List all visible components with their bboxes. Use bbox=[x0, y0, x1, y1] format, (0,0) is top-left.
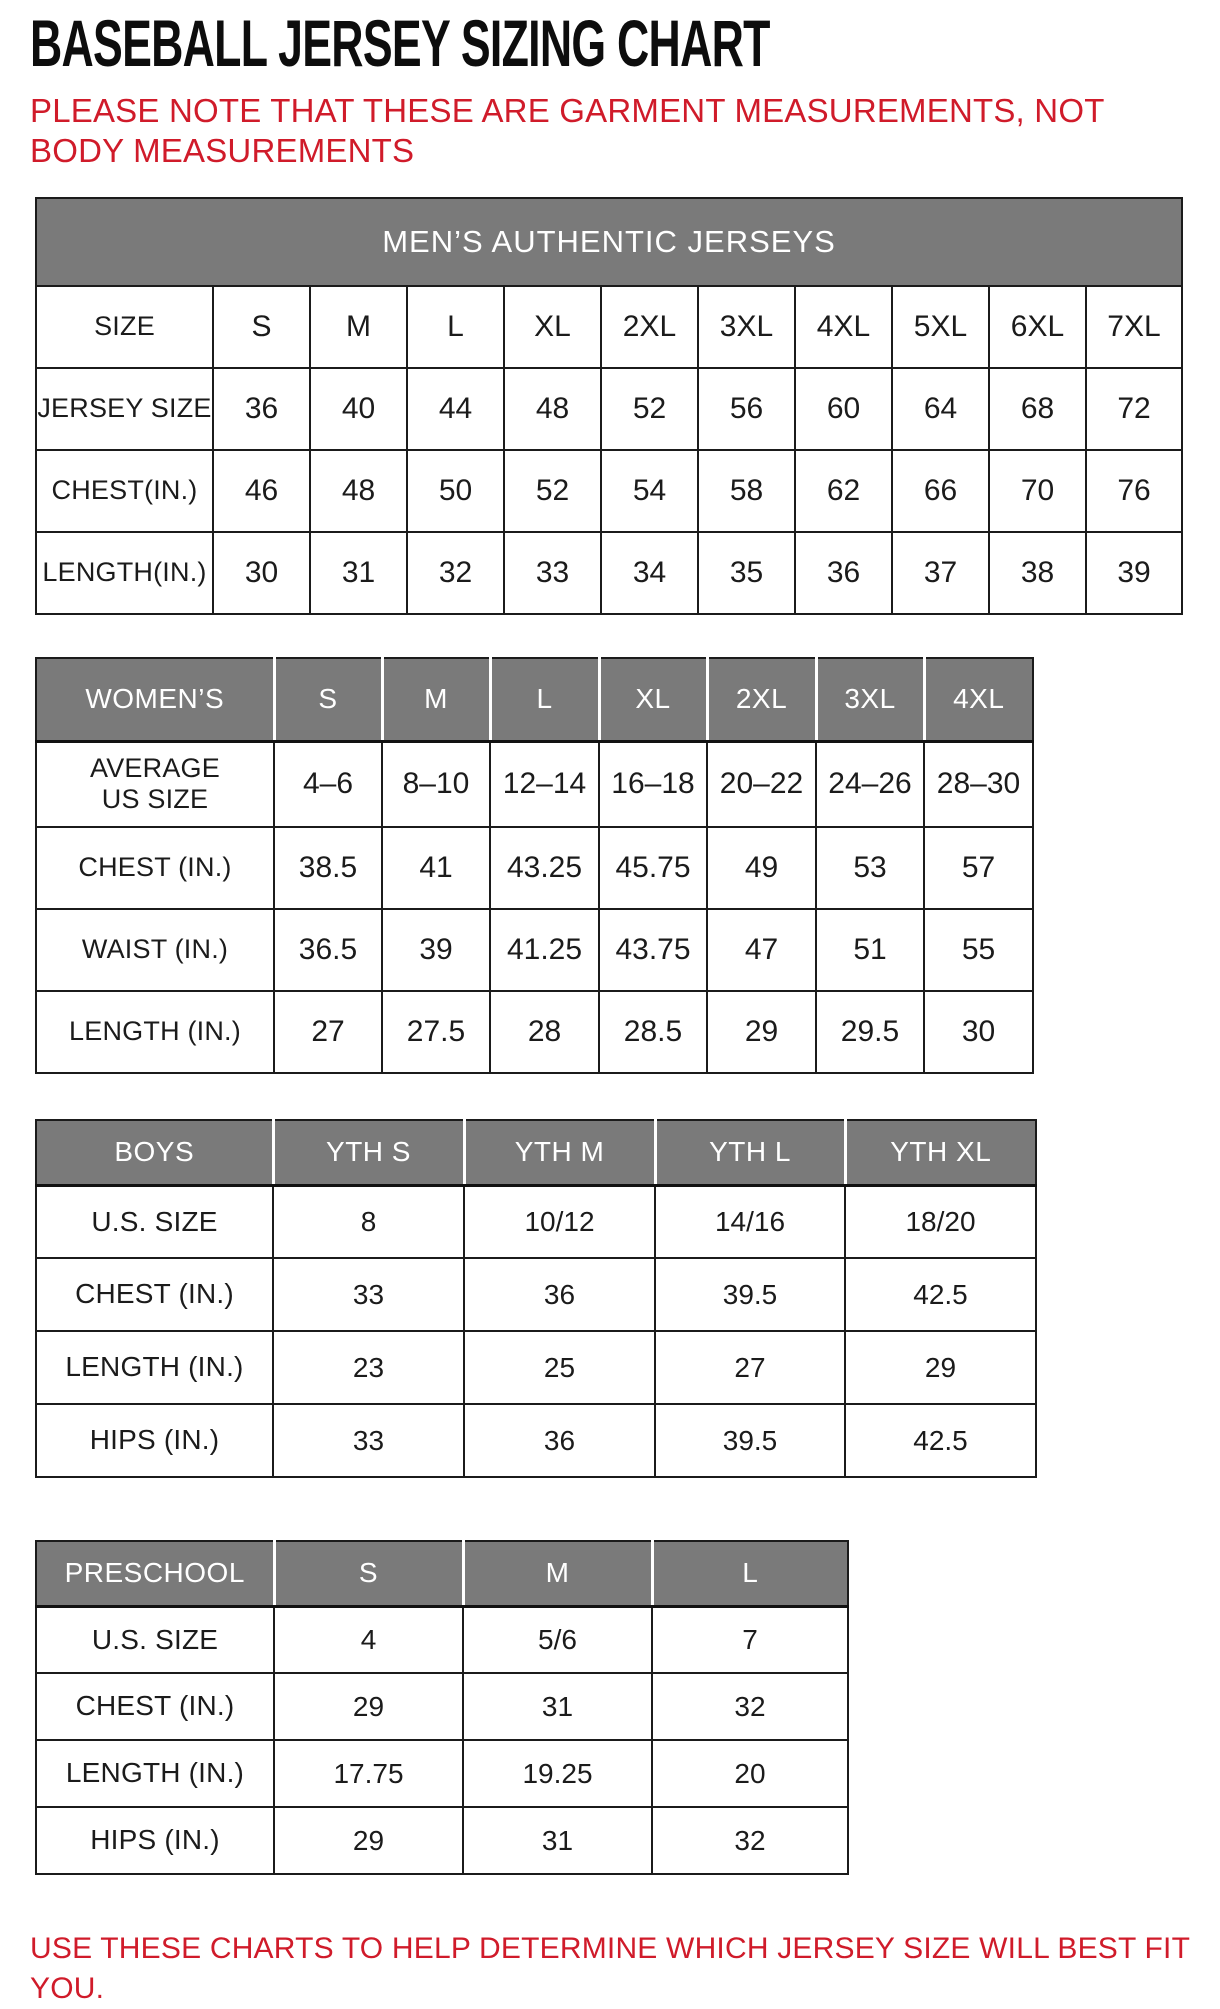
boys-cell: 42.5 bbox=[845, 1258, 1036, 1331]
mens-cell: 50 bbox=[407, 450, 504, 532]
womens-header-size: 4XL bbox=[924, 658, 1033, 741]
preschool-row-label: LENGTH (IN.) bbox=[36, 1740, 274, 1807]
womens-cell: 28.5 bbox=[599, 991, 707, 1073]
womens-cell: 53 bbox=[816, 827, 924, 909]
womens-cell: 29.5 bbox=[816, 991, 924, 1073]
mens-row-label: JERSEY SIZE bbox=[36, 368, 213, 450]
mens-cell: 64 bbox=[892, 368, 989, 450]
preschool-header-size: M bbox=[463, 1541, 652, 1606]
preschool-row-label: CHEST (IN.) bbox=[36, 1673, 274, 1740]
boys-cell: 29 bbox=[845, 1331, 1036, 1404]
mens-cell: 4XL bbox=[795, 286, 892, 368]
mens-cell: 58 bbox=[698, 450, 795, 532]
womens-header-size: M bbox=[382, 658, 490, 741]
mens-cell: 66 bbox=[892, 450, 989, 532]
mens-cell: 5XL bbox=[892, 286, 989, 368]
womens-row-label: LENGTH (IN.) bbox=[36, 991, 274, 1073]
womens-cell: 51 bbox=[816, 909, 924, 991]
mens-row-label: LENGTH(IN.) bbox=[36, 532, 213, 614]
mens-cell: 70 bbox=[989, 450, 1086, 532]
womens-cell: 24–26 bbox=[816, 741, 924, 827]
womens-cell: 47 bbox=[707, 909, 816, 991]
boys-row-label: LENGTH (IN.) bbox=[36, 1331, 273, 1404]
preschool-cell: 5/6 bbox=[463, 1606, 652, 1673]
mens-cell: 37 bbox=[892, 532, 989, 614]
mens-cell: 6XL bbox=[989, 286, 1086, 368]
boys-header-size: YTH M bbox=[464, 1120, 655, 1185]
womens-row-label: WAIST (IN.) bbox=[36, 909, 274, 991]
preschool-cell: 17.75 bbox=[274, 1740, 463, 1807]
mens-cell: 54 bbox=[601, 450, 698, 532]
preschool-cell: 20 bbox=[652, 1740, 848, 1807]
boys-cell: 33 bbox=[273, 1404, 464, 1477]
mens-cell: 3XL bbox=[698, 286, 795, 368]
mens-cell: 7XL bbox=[1086, 286, 1182, 368]
womens-cell: 27 bbox=[274, 991, 382, 1073]
mens-table bbox=[35, 197, 1183, 615]
womens-cell: 38.5 bbox=[274, 827, 382, 909]
boys-cell: 10/12 bbox=[464, 1185, 655, 1258]
mens-cell: 48 bbox=[310, 450, 407, 532]
boys-cell: 36 bbox=[464, 1404, 655, 1477]
womens-header-size: L bbox=[490, 658, 599, 741]
womens-cell: 57 bbox=[924, 827, 1033, 909]
mens-banner-header: MEN’S AUTHENTIC JERSEYS bbox=[36, 198, 1182, 286]
mens-cell: 48 bbox=[504, 368, 601, 450]
womens-row-label: CHEST (IN.) bbox=[36, 827, 274, 909]
preschool-cell: 32 bbox=[652, 1673, 848, 1740]
preschool-row-label: HIPS (IN.) bbox=[36, 1807, 274, 1874]
boys-table bbox=[35, 1119, 1037, 1478]
preschool-cell: 29 bbox=[274, 1807, 463, 1874]
womens-table bbox=[35, 657, 1034, 1074]
mens-cell: 32 bbox=[407, 532, 504, 614]
womens-cell: 49 bbox=[707, 827, 816, 909]
boys-cell: 14/16 bbox=[655, 1185, 845, 1258]
mens-cell: 39 bbox=[1086, 532, 1182, 614]
mens-cell: M bbox=[310, 286, 407, 368]
mens-cell: 56 bbox=[698, 368, 795, 450]
mens-cell: 72 bbox=[1086, 368, 1182, 450]
note-text: PLEASE NOTE THAT THESE ARE GARMENT MEASUREMENTS, NOT BODY MEASUREMENTS bbox=[30, 92, 1104, 169]
mens-cell: 44 bbox=[407, 368, 504, 450]
boys-row-label: HIPS (IN.) bbox=[36, 1404, 273, 1477]
boys-header-size: YTH L bbox=[655, 1120, 845, 1185]
preschool-table bbox=[35, 1540, 849, 1875]
womens-cell: 12–14 bbox=[490, 741, 599, 827]
mens-cell: 2XL bbox=[601, 286, 698, 368]
mens-cell: 68 bbox=[989, 368, 1086, 450]
mens-cell: 40 bbox=[310, 368, 407, 450]
mens-cell: 34 bbox=[601, 532, 698, 614]
boys-cell: 18/20 bbox=[845, 1185, 1036, 1258]
boys-cell: 25 bbox=[464, 1331, 655, 1404]
womens-cell: 36.5 bbox=[274, 909, 382, 991]
womens-header-size: S bbox=[274, 658, 382, 741]
mens-cell: 33 bbox=[504, 532, 601, 614]
womens-cell: 45.75 bbox=[599, 827, 707, 909]
womens-cell: 55 bbox=[924, 909, 1033, 991]
mens-cell: 76 bbox=[1086, 450, 1182, 532]
womens-cell: 28–30 bbox=[924, 741, 1033, 827]
mens-cell: L bbox=[407, 286, 504, 368]
womens-header-size: 3XL bbox=[816, 658, 924, 741]
womens-cell: 41.25 bbox=[490, 909, 599, 991]
boys-row-label: U.S. SIZE bbox=[36, 1185, 273, 1258]
womens-cell: 28 bbox=[490, 991, 599, 1073]
womens-cell: 27.5 bbox=[382, 991, 490, 1073]
mens-cell: 52 bbox=[601, 368, 698, 450]
womens-header-label: WOMEN’S bbox=[36, 658, 274, 741]
preschool-header-size: L bbox=[652, 1541, 848, 1606]
preschool-cell: 29 bbox=[274, 1673, 463, 1740]
womens-cell: 43.75 bbox=[599, 909, 707, 991]
mens-cell: 36 bbox=[213, 368, 310, 450]
boys-cell: 27 bbox=[655, 1331, 845, 1404]
womens-cell: 43.25 bbox=[490, 827, 599, 909]
footer-text: USE THESE CHARTS TO HELP DETERMINE WHICH JERSEY SIZE WILL BEST FIT YOU. bbox=[30, 1932, 1190, 2005]
mens-cell: 62 bbox=[795, 450, 892, 532]
page-title-text: BASEBALL JERSEY SIZING CHART bbox=[30, 7, 770, 82]
mens-cell: 60 bbox=[795, 368, 892, 450]
womens-cell: 29 bbox=[707, 991, 816, 1073]
mens-cell: 52 bbox=[504, 450, 601, 532]
boys-row-label: CHEST (IN.) bbox=[36, 1258, 273, 1331]
preschool-cell: 4 bbox=[274, 1606, 463, 1673]
preschool-cell: 31 bbox=[463, 1673, 652, 1740]
page-title bbox=[30, 7, 1220, 82]
womens-cell: 20–22 bbox=[707, 741, 816, 827]
boys-header-size: YTH S bbox=[273, 1120, 464, 1185]
mens-cell: 31 bbox=[310, 532, 407, 614]
womens-cell: 41 bbox=[382, 827, 490, 909]
mens-cell: 35 bbox=[698, 532, 795, 614]
mens-cell: 38 bbox=[989, 532, 1086, 614]
womens-cell: 39 bbox=[382, 909, 490, 991]
boys-cell: 39.5 bbox=[655, 1258, 845, 1331]
preschool-cell: 19.25 bbox=[463, 1740, 652, 1807]
mens-cell: S bbox=[213, 286, 310, 368]
womens-header-size: XL bbox=[599, 658, 707, 741]
mens-row-label: CHEST(IN.) bbox=[36, 450, 213, 532]
preschool-cell: 32 bbox=[652, 1807, 848, 1874]
womens-cell: 30 bbox=[924, 991, 1033, 1073]
mens-cell: 46 bbox=[213, 450, 310, 532]
mens-row-label: SIZE bbox=[36, 286, 213, 368]
boys-cell: 42.5 bbox=[845, 1404, 1036, 1477]
womens-cell: 16–18 bbox=[599, 741, 707, 827]
preschool-header-size: S bbox=[274, 1541, 463, 1606]
preschool-header-label: PRESCHOOL bbox=[36, 1541, 274, 1606]
mens-cell: 36 bbox=[795, 532, 892, 614]
boys-header-label: BOYS bbox=[36, 1120, 273, 1185]
boys-cell: 23 bbox=[273, 1331, 464, 1404]
mens-cell: 30 bbox=[213, 532, 310, 614]
preschool-cell: 7 bbox=[652, 1606, 848, 1673]
womens-cell: 8–10 bbox=[382, 741, 490, 827]
womens-row-label: AVERAGE US SIZE bbox=[36, 741, 274, 827]
preschool-cell: 31 bbox=[463, 1807, 652, 1874]
boys-cell: 36 bbox=[464, 1258, 655, 1331]
womens-cell: 4–6 bbox=[274, 741, 382, 827]
boys-cell: 39.5 bbox=[655, 1404, 845, 1477]
boys-cell: 33 bbox=[273, 1258, 464, 1331]
womens-header-size: 2XL bbox=[707, 658, 816, 741]
preschool-row-label: U.S. SIZE bbox=[36, 1606, 274, 1673]
boys-cell: 8 bbox=[273, 1185, 464, 1258]
mens-cell: XL bbox=[504, 286, 601, 368]
boys-header-size: YTH XL bbox=[845, 1120, 1036, 1185]
